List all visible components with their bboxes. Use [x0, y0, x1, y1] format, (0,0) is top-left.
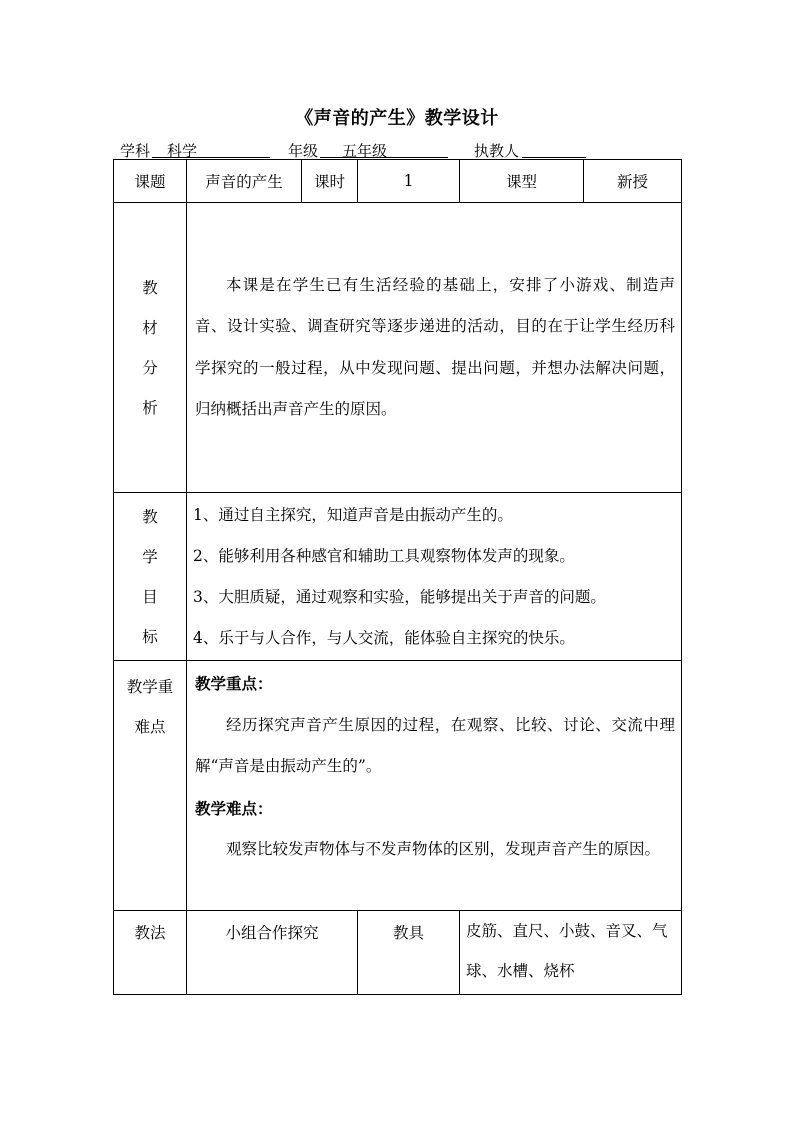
- period-label: 课时: [302, 160, 358, 203]
- focus-heading: 教学重点：: [195, 674, 273, 693]
- header-row: [114, 160, 682, 203]
- analysis-label: 教 材 分 析: [114, 203, 187, 493]
- analysis-text-cell: [187, 203, 682, 493]
- goals-row: [114, 493, 682, 661]
- grade-label: 年级: [288, 142, 319, 160]
- method-row: [114, 911, 682, 995]
- meta-line: [120, 140, 680, 160]
- subject-label: 学科: [120, 142, 151, 160]
- method-value: 小组合作探究: [187, 911, 358, 995]
- analysis-text: 本课是在学生已有生活经验的基础上，安排了小游戏、制造声音、设计实验、调查研究等逐步递进的活动，目的在于让学生经历科学探究的一般过程，从中发现问题、提出问题，并想办法解决问题，归纳概括出声音产生的原因。: [195, 275, 675, 418]
- tools-label: 教具: [358, 911, 460, 995]
- type-value: 新授: [584, 160, 682, 203]
- goal-item: 4、乐于与人合作，与人交流，能体验自主探究的快乐。: [193, 628, 575, 647]
- teacher-label: 执教人: [474, 142, 520, 160]
- key-points-content: [187, 661, 682, 911]
- topic-label: 课题: [114, 160, 187, 203]
- goal-item: 1、通过自主探究，知道声音是由振动产生的。: [193, 505, 513, 524]
- teacher-blank: [522, 140, 586, 158]
- focus-text: 经历探究声音产生原因的过程，在观察、比较、讨论、交流中理解“声音是由振动产生的”。: [195, 715, 675, 775]
- tools-value: 皮筋、直尺、小鼓、音叉、气球、水槽、烧杯: [460, 911, 682, 995]
- lesson-plan-table: [113, 159, 682, 995]
- method-label: 教法: [114, 911, 187, 995]
- grade-value: 五年级: [342, 142, 388, 160]
- type-label: 课型: [460, 160, 584, 203]
- goals-list: [187, 493, 682, 661]
- difficulty-heading: 教学难点：: [195, 798, 273, 818]
- difficulty-text: 观察比较发声物体与不发声物体的区别，发现声音产生的原因。: [226, 840, 661, 858]
- key-points-row: [114, 661, 682, 911]
- goal-item: 3、大胆质疑，通过观察和实验，能够提出关于声音的问题。: [193, 587, 606, 606]
- document-title: 《声音的产生》教学设计: [295, 108, 499, 129]
- subject-value: 科学: [167, 142, 198, 160]
- goals-label: 教 学 目 标: [114, 493, 187, 661]
- topic-value: 声音的产生: [187, 160, 302, 203]
- period-value: 1: [358, 160, 460, 203]
- goal-item: 2、能够利用各种感官和辅助工具观察物体发声的现象。: [193, 546, 575, 565]
- key-points-label: 教学重 难点: [114, 661, 187, 911]
- analysis-row: [114, 203, 682, 493]
